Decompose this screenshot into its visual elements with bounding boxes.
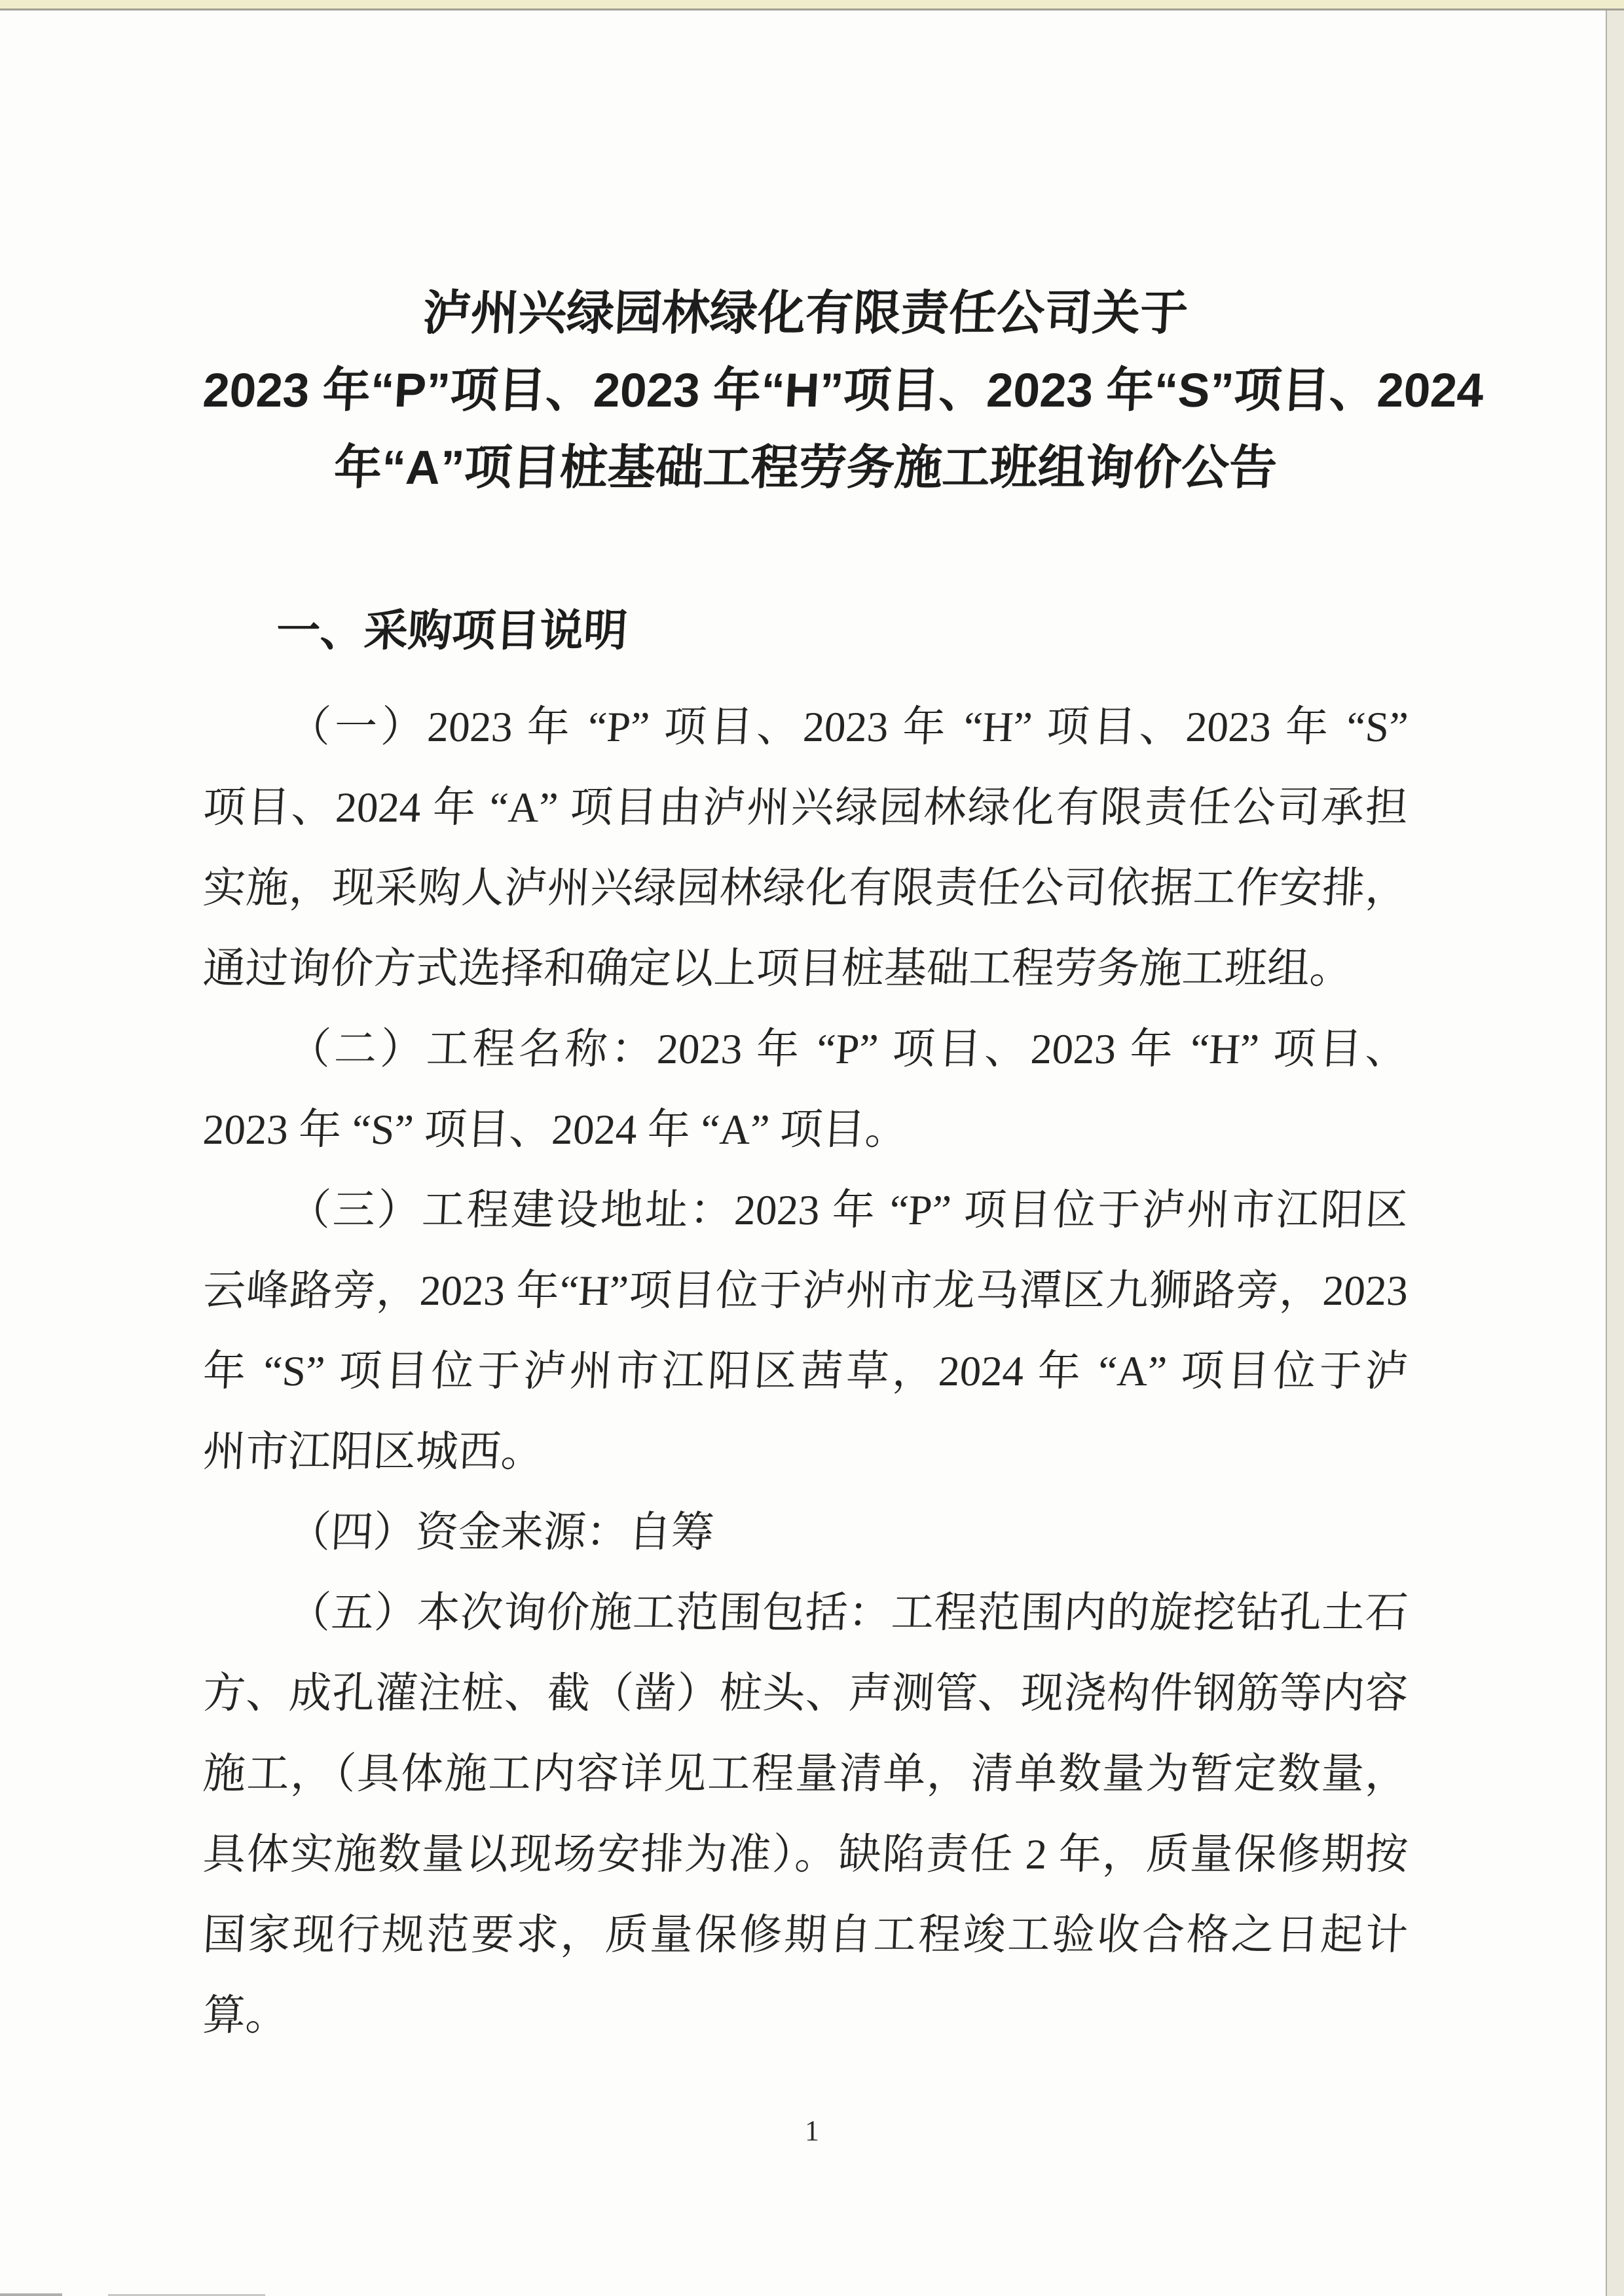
- paragraph-line: 项目、2024 年 “A” 项目由泸州兴绿园林绿化有限责任公司承担: [202, 784, 1409, 831]
- paragraph-line: 年 “S” 项目位于泸州市江阳区茜草，2024 年 “A” 项目位于泸: [202, 1348, 1409, 1395]
- paragraph-item-1: [203, 687, 1408, 1010]
- document-body: [203, 687, 1408, 2056]
- scan-edge-bottom-mark: [0, 2293, 62, 2296]
- paragraph-line: 具体实施数量以现场安排为准）。缺陷责任 2 年，质量保修期按: [202, 1831, 1409, 1878]
- document-title-line-3: 年“A”项目桩基础工程劳务施工班组询价公告: [333, 441, 1279, 494]
- paragraph-item-3: [203, 1171, 1408, 1493]
- paragraph-line: 云峰路旁，2023 年“H”项目位于泸州市龙马潭区九狮路旁，2023: [202, 1267, 1409, 1315]
- paragraph-line: 施工，（具体施工内容详见工程量清单，清单数量为暂定数量，: [202, 1751, 1409, 1798]
- paragraph-item-2: [203, 1010, 1408, 1171]
- paragraph-line: 方、成孔灌注桩、截（凿）桩头、声测管、现浇构件钢筋等内容: [202, 1670, 1409, 1717]
- document-title: [201, 0, 1485, 507]
- paragraph-line: 国家现行规范要求，质量保修期自工程竣工验收合格之日起计: [202, 1912, 1409, 1959]
- scan-edge-top: [0, 0, 1624, 10]
- page-number: 1: [805, 2115, 819, 2147]
- paragraph-line: （四）资金来源：自筹: [287, 1509, 715, 1556]
- paragraph-line: 州市江阳区城西。: [202, 1429, 545, 1476]
- paragraph-line: （一）2023 年 “P” 项目、2023 年 “H” 项目、2023 年 “S”: [287, 704, 1409, 751]
- section-heading-procurement-description: 一、采购项目说明: [275, 606, 629, 655]
- paragraph-line: 通过询价方式选择和确定以上项目桩基础工程劳务施工班组。: [202, 945, 1354, 993]
- document-title-line-1: 泸州兴绿园林绿化有限责任公司关于: [421, 287, 1190, 340]
- scan-edge-right: [1606, 9, 1624, 2296]
- paragraph-item-4: [203, 1493, 1408, 1573]
- paragraph-line: 实施，现采购人泸州兴绿园林绿化有限责任公司依据工作安排，: [202, 865, 1409, 912]
- paragraph-line: （二）工程名称：2023 年 “P” 项目、2023 年 “H” 项目、: [287, 1026, 1409, 1073]
- paragraph-line: （五）本次询价施工范围包括：工程范围内的旋挖钻孔土石: [287, 1590, 1409, 1637]
- paragraph-line: 2023 年 “S” 项目、2024 年 “A” 项目。: [202, 1106, 909, 1154]
- paragraph-item-5: [203, 1573, 1408, 2056]
- document-title-line-2: 2023 年“P”项目、2023 年“H”项目、2023 年“S”项目、2024: [201, 364, 1485, 417]
- paragraph-line: （三）工程建设地址：2023 年 “P” 项目位于泸州市江阳区: [287, 1187, 1409, 1234]
- document-content: [201, 0, 1485, 2056]
- paragraph-line: 算。: [202, 1992, 289, 2039]
